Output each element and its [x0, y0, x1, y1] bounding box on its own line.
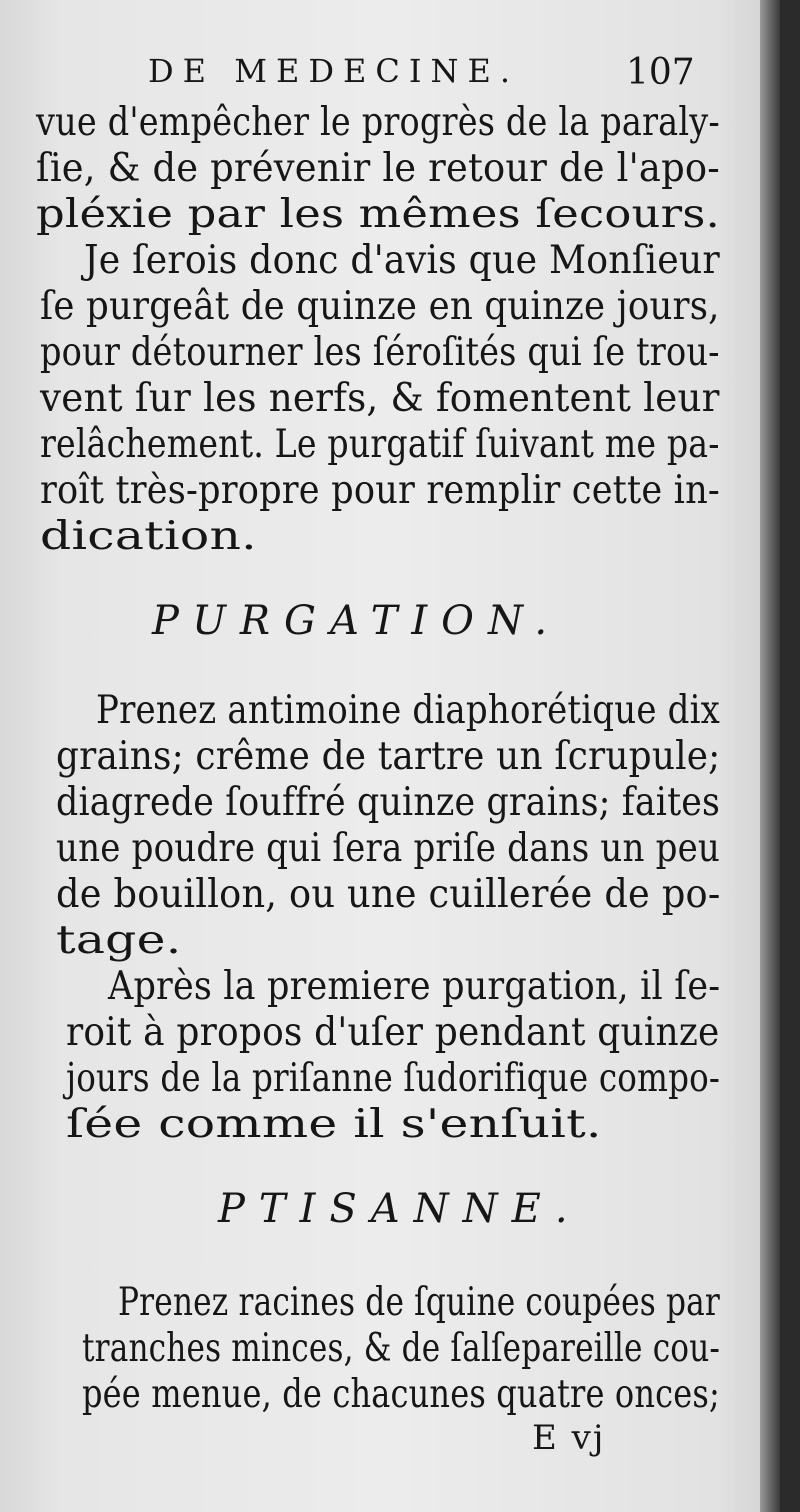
text-line: ſée comme il s'enſuit. [66, 1102, 602, 1147]
text-line: tage. [56, 918, 182, 963]
text-line: tranches minces, & de ſalſepareille cou- [82, 1326, 721, 1371]
text-line: grains; crême de tartre un ſcrupule; [56, 734, 721, 779]
text-line: Je ſerois donc d'avis que Monſieur [84, 238, 720, 283]
text-line: Prenez racines de ſquine coupées par [118, 1280, 720, 1325]
text-line: ſe purgeât de quinze en quinze jours, [40, 284, 720, 329]
text-line: pée menue, de chacunes quatre onces; [82, 1372, 720, 1417]
text-line: jours de la priſanne ſudorifique compo- [66, 1056, 721, 1101]
text-line: une poudre qui ſera priſe dans un peu [56, 826, 721, 871]
text-line: pour détourner les ſéroſités qui ſe trou- [40, 330, 720, 375]
text-line: dication. [40, 514, 257, 559]
text-line: roît très-propre pour remplir cette in- [40, 468, 720, 513]
text-line: vue d'empêcher le progrès de la paraly- [36, 100, 720, 145]
section-heading-ptisanne: PTISANNE. [218, 1186, 582, 1232]
text-line: vent ſur les nerfs, & fomentent leur [40, 376, 720, 421]
page-number: 107 [626, 52, 695, 93]
text-line: diagrede ſouffré quinze grains; faites [56, 780, 721, 825]
running-head: DE MEDECINE. [148, 52, 519, 90]
text-line: relâchement. Le purgatif ſuivant me pa- [40, 422, 720, 467]
text-line: de bouillon, ou une cuillerée de po- [56, 872, 721, 917]
text-line: roit à propos d'uſer pendant quinze [66, 1010, 720, 1055]
page-edge [760, 0, 780, 1512]
text-line: Après la premiere purgation, il ſe- [108, 964, 721, 1009]
text-line: ſie, & de prévenir le retour de l'apo- [36, 146, 720, 191]
text-line: pléxie par les mêmes ſecours. [36, 192, 721, 237]
section-heading-purgation: PURGATION. [152, 598, 562, 644]
text-line: Prenez antimoine diaphorétique dix [96, 688, 721, 733]
signature-mark: E vj [532, 1418, 606, 1458]
